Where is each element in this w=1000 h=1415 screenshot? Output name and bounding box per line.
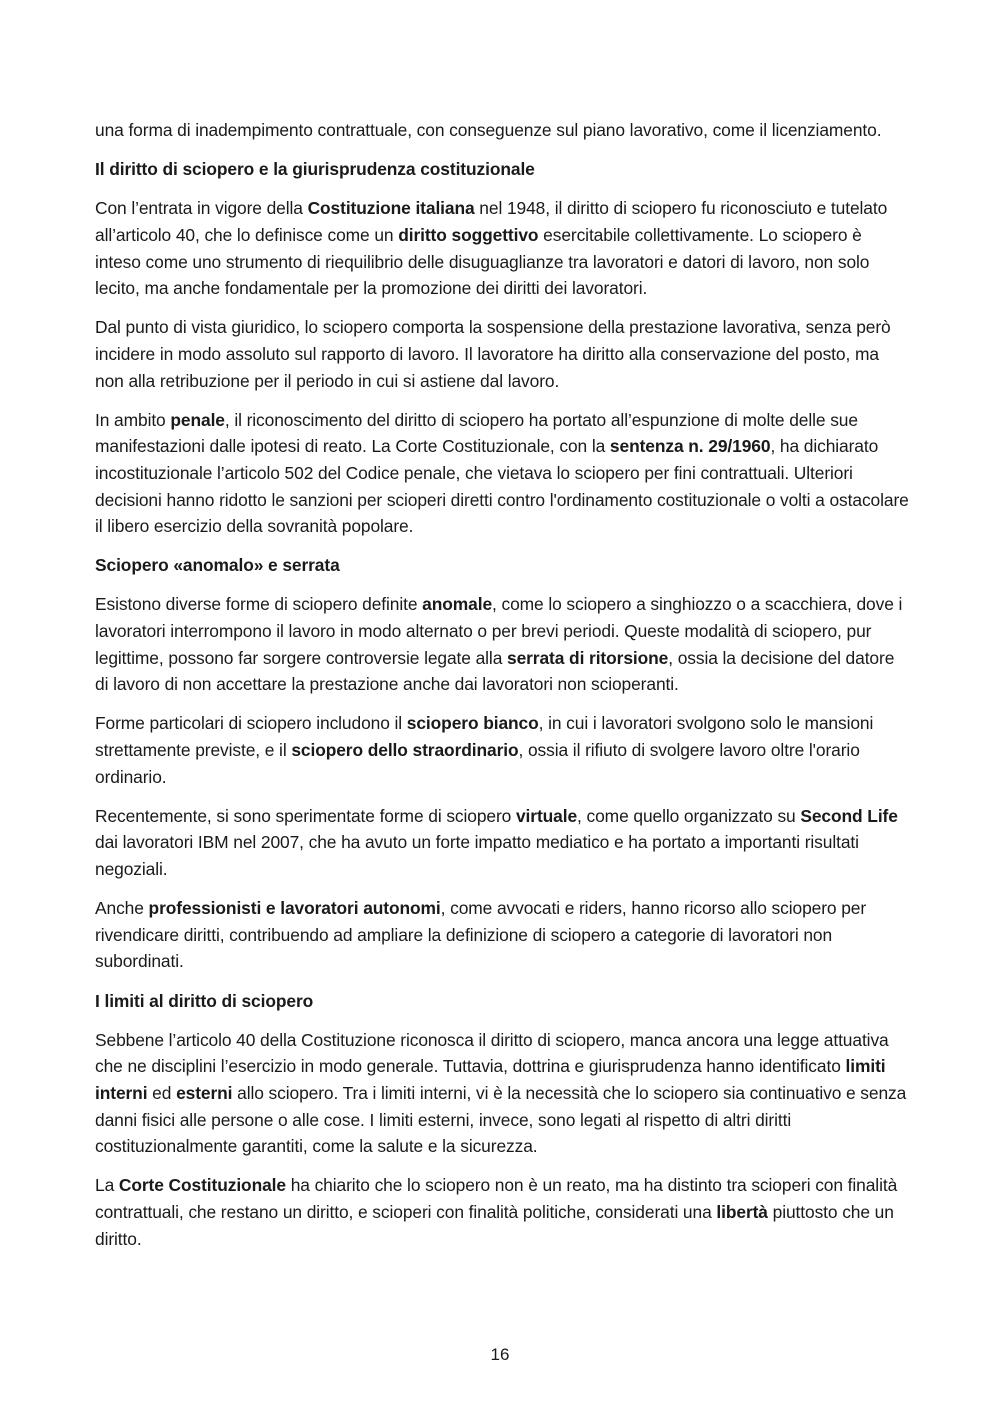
section-heading	[95, 552, 910, 579]
text-run: Sebbene l’articolo 40 della Costituzione riconosca il diritto di sciopero, manca ancora una legge attuativa che ne disciplini l’esercizio in modo generale. Tuttavia, dottrina e giurisprudenza hanno identificato	[95, 1029, 889, 1077]
bold-text: professionisti e lavoratori autonomi	[148, 898, 441, 919]
text-run: , come quello organizzato su	[577, 805, 801, 826]
text-run: ed	[147, 1082, 177, 1103]
text-run: Il diritto di sciopero e la giurisprudenza costituzionale	[95, 159, 535, 180]
bold-text: virtuale	[515, 805, 578, 826]
text-run: Sciopero «anomalo» e serrata	[95, 555, 340, 576]
text-run: Recentemente, si sono sperimentate forme di sciopero	[95, 805, 516, 826]
bold-text: esterni	[176, 1082, 233, 1103]
section-heading	[95, 988, 910, 1015]
text-run: nel 1948, il diritto di sciopero fu riconosciuto e tutelato all’articolo 40, che lo definisce come un	[95, 198, 888, 245]
bold-text: Corte Costituzionale	[118, 1175, 286, 1196]
bold-text: sentenza n. 29/1960	[609, 436, 771, 457]
text-run: , ossia la decisione del datore di lavoro di non accettare la prestazione anche dai lavoratori non scioperanti.	[95, 647, 895, 695]
text-run: I limiti al diritto di sciopero	[95, 990, 314, 1011]
paragraph	[95, 117, 910, 144]
paragraph	[95, 591, 910, 697]
text-run: , il riconoscimento del diritto di sciopero ha portato all’espunzione di molte delle sue manifestazioni dalle ipotesi di reato. La Corte Costituzionale, con la	[95, 409, 858, 457]
text-run: La	[95, 1175, 119, 1196]
text-run: piuttosto che un diritto.	[95, 1201, 894, 1249]
text-run: Forme particolari di sciopero includono il	[95, 713, 407, 734]
bold-text: sciopero dello straordinario	[291, 740, 519, 761]
paragraph	[95, 710, 910, 790]
bold-text: diritto soggettivo	[398, 224, 539, 245]
paragraph	[95, 407, 910, 540]
bold-text: serrata di ritorsione	[507, 647, 669, 668]
text-run: Dal punto di vista giuridico, lo sciopero comporta la sospensione della prestazione lavorativa, senza però incidere in modo assoluto sul rapporto di lavoro. Il lavoratore ha diritto alla conservazione del posto, ma non alla retribuzione per il periodo in cui si astiene dal lavoro.	[95, 317, 891, 391]
paragraph	[95, 803, 910, 883]
page-number: 16	[490, 1345, 510, 1364]
text-run: esercitabile collettivamente. Lo sciopero è inteso come uno strumento di riequilibrio delle disuguaglianze tra lavoratori e datori di lavoro, non solo lecito, ma anche fondamentale per la promozione dei diritti dei lavoratori.	[95, 224, 870, 299]
paragraph	[95, 314, 910, 394]
paragraph	[95, 195, 910, 301]
bold-text: libertà	[716, 1201, 768, 1222]
text-run: , in cui i lavoratori svolgono solo le mansioni strettamente previste, e il	[95, 713, 874, 761]
paragraph	[95, 1027, 910, 1160]
section-heading	[95, 156, 910, 183]
text-run: , come avvocati e riders, hanno ricorso allo sciopero per rivendicare diritti, contribuendo ad ampliare la definizione di sciopero a categorie di lavoratori non subordinati.	[95, 898, 867, 972]
text-run: ha chiarito che lo sciopero non è un reato, ma ha distinto tra scioperi con finalità contrattuali, che restano un diritto, e scioperi con finalità politiche, considerati una	[95, 1175, 898, 1222]
bold-text: anomale	[422, 594, 493, 615]
text-run: , ossia il rifiuto di svolgere lavoro oltre l'orario ordinario.	[95, 740, 860, 787]
bold-text: Costituzione italiana	[307, 198, 475, 219]
text-run: , come lo sciopero a singhiozzo o a scacchiera, dove i lavoratori interrompono il lavoro in modo alternato o per brevi periodi. Queste modalità di sciopero, pur legittime, possono far sorgere controversie legate alla	[95, 594, 903, 668]
bold-text: limiti interni	[95, 1056, 886, 1103]
text-run: Esistono diverse forme di sciopero definite	[95, 594, 423, 615]
text-run: allo sciopero. Tra i limiti interni, vi è la necessità che lo sciopero sia continuativo e senza danni fisici alle persone o alle cose. I limiti esterni, invece, sono legati al rispetto di altri diritti costituzionalmente garantiti, come la salute e la sicurezza.	[95, 1082, 907, 1157]
paragraph	[95, 895, 910, 975]
text-run: Anche	[95, 898, 149, 919]
paragraph	[95, 1172, 910, 1252]
text-run: Con l’entrata in vigore della	[95, 198, 308, 219]
text-run: una forma di inadempimento contrattuale, con conseguenze sul piano lavorativo, come il licenziamento.	[95, 120, 882, 140]
text-run: In ambito	[95, 409, 171, 430]
text-run: , ha dichiarato incostituzionale l’articolo 502 del Codice penale, che vietava lo sciopero per fini contrattuali. Ulteriori decisioni hanno ridotto le sanzioni per scioperi diretti contro l'ordinamento costituzionale o volti a ostacolare il libero esercizio della sovranità popolare.	[95, 436, 909, 537]
bold-text: penale	[170, 409, 225, 430]
bold-text: Second Life	[800, 805, 898, 826]
bold-text: sciopero bianco	[406, 713, 539, 734]
text-run: dai lavoratori IBM nel 2007, che ha avuto un forte impatto mediatico e ha portato a importanti risultati negoziali.	[95, 832, 859, 879]
page-body	[95, 117, 910, 1265]
